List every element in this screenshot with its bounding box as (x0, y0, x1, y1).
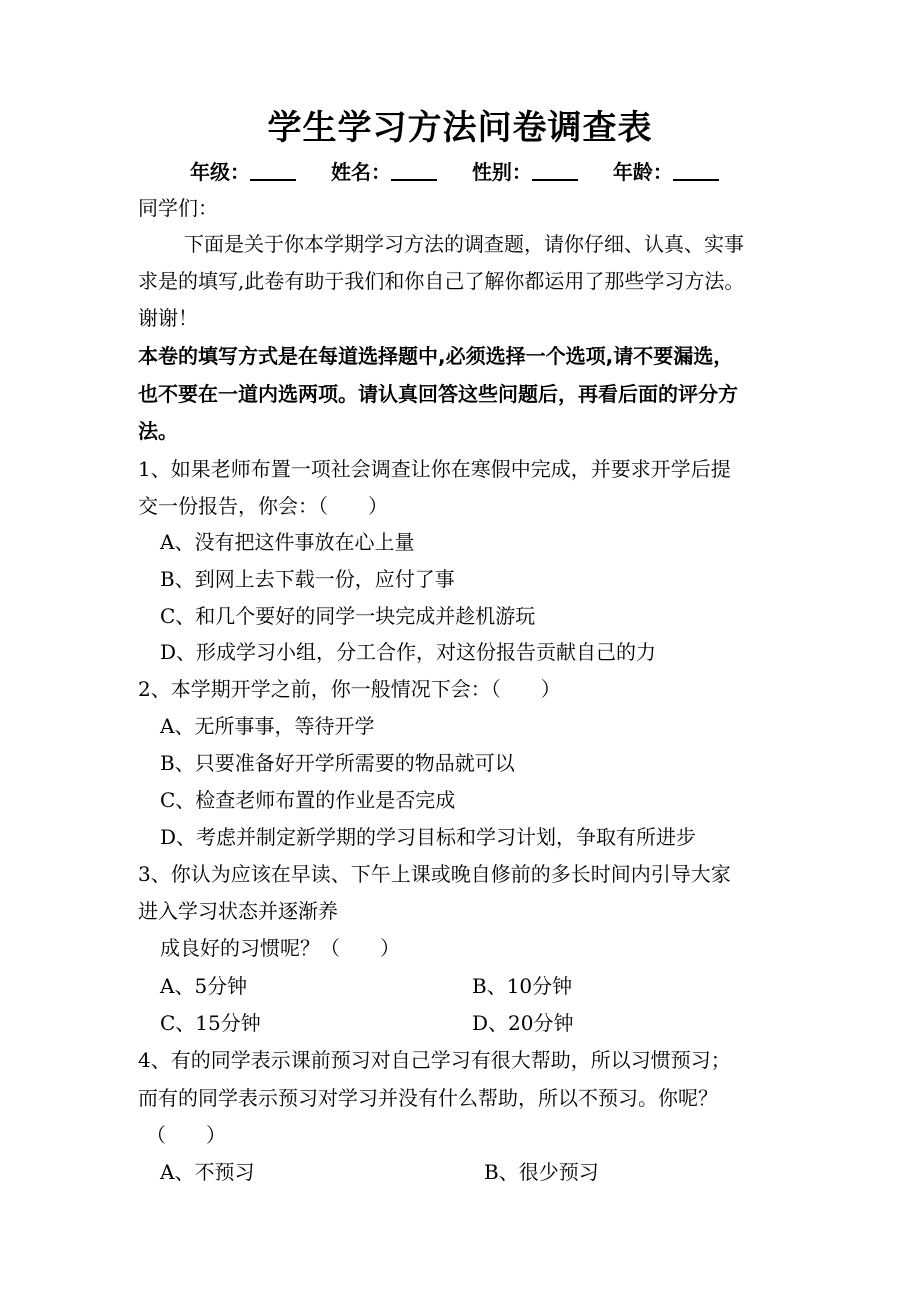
grade-label: 年级： (190, 160, 250, 184)
question-3-text: 成良好的习惯呢？（ ） (160, 936, 400, 960)
question-4-option-a[interactable]: A、不预习 (160, 1160, 255, 1184)
question-2-option-b[interactable]: B、只要准备好开学所需要的物品就可以 (160, 751, 515, 775)
question-2-option-a[interactable]: A、无所事事，等待开学 (160, 714, 375, 738)
student-info-row (190, 154, 747, 190)
question-4-text: 而有的同学表示预习对学习并没有什么帮助，所以不预习。你呢？ (138, 1086, 718, 1110)
page-title: 学生学习方法问卷调查表 (267, 108, 653, 148)
question-1-option-b[interactable]: B、到网上去下载一份，应付了事 (160, 567, 455, 591)
question-2-text: 2、本学期开学之前，你一般情况下会：（ ） (138, 677, 561, 701)
question-2-option-c[interactable]: C、检查老师布置的作业是否完成 (160, 788, 456, 812)
question-3-option-d[interactable]: D、20分钟 (472, 1011, 574, 1035)
name-label: 姓名： (330, 160, 391, 184)
question-4-text: （ ） (146, 1123, 226, 1147)
intro-line: 下面是关于你本学期学习方法的调查题，请你仔细、认真、实事 (184, 232, 744, 256)
name-blank[interactable] (391, 155, 437, 181)
question-1-text: 交一份报告，你会：（ ） (138, 494, 388, 518)
age-field (613, 154, 719, 190)
greeting: 同学们： (138, 196, 218, 220)
question-2-option-d[interactable]: D、考虑并制定新学期的学习目标和学习计划，争取有所进步 (160, 825, 697, 849)
name-field (331, 154, 437, 190)
instruction-line: 法。 (138, 419, 178, 443)
intro-line: 谢谢！ (138, 306, 198, 330)
question-3-text: 3、你认为应该在早读、下午上课或晚自修前的多长时间内引导大家 (138, 862, 731, 886)
gender-field (472, 154, 578, 190)
question-3-text: 进入学习状态并逐渐养 (138, 899, 338, 923)
question-3-option-c[interactable]: C、15分钟 (160, 1011, 261, 1035)
question-1-option-c[interactable]: C、和几个要好的同学一块完成并趁机游玩 (160, 604, 536, 628)
intro-line: 求是的填写,此卷有助于我们和你自己了解你都运用了那些学习方法。 (138, 269, 745, 293)
gender-label: 性别： (471, 160, 532, 184)
question-1-text: 1、如果老师布置一项社会调查让你在寒假中完成，并要求开学后提 (138, 457, 731, 481)
grade-blank[interactable] (250, 155, 296, 181)
question-4-text: 4、有的同学表示课前预习对自己学习有很大帮助，所以习惯预习； (138, 1048, 731, 1072)
instruction-line: 本卷的填写方式是在每道选择题中,必须选择一个选项,请不要漏选， (138, 344, 734, 368)
question-3-option-a[interactable]: A、5分钟 (160, 974, 248, 998)
age-blank[interactable] (673, 155, 719, 181)
gender-blank[interactable] (532, 155, 578, 181)
grade-field (190, 154, 296, 190)
instruction-line: 也不要在一道内选两项。请认真回答这些问题后，再看后面的评分方 (138, 382, 738, 406)
question-1-option-d[interactable]: D、形成学习小组，分工合作，对这份报告贡献自己的力 (160, 640, 657, 664)
question-3-option-b[interactable]: B、10分钟 (472, 974, 573, 998)
question-1-option-a[interactable]: A、没有把这件事放在心上量 (160, 530, 415, 554)
question-4-option-b[interactable]: B、很少预习 (484, 1160, 599, 1184)
age-label: 年龄： (612, 160, 673, 184)
